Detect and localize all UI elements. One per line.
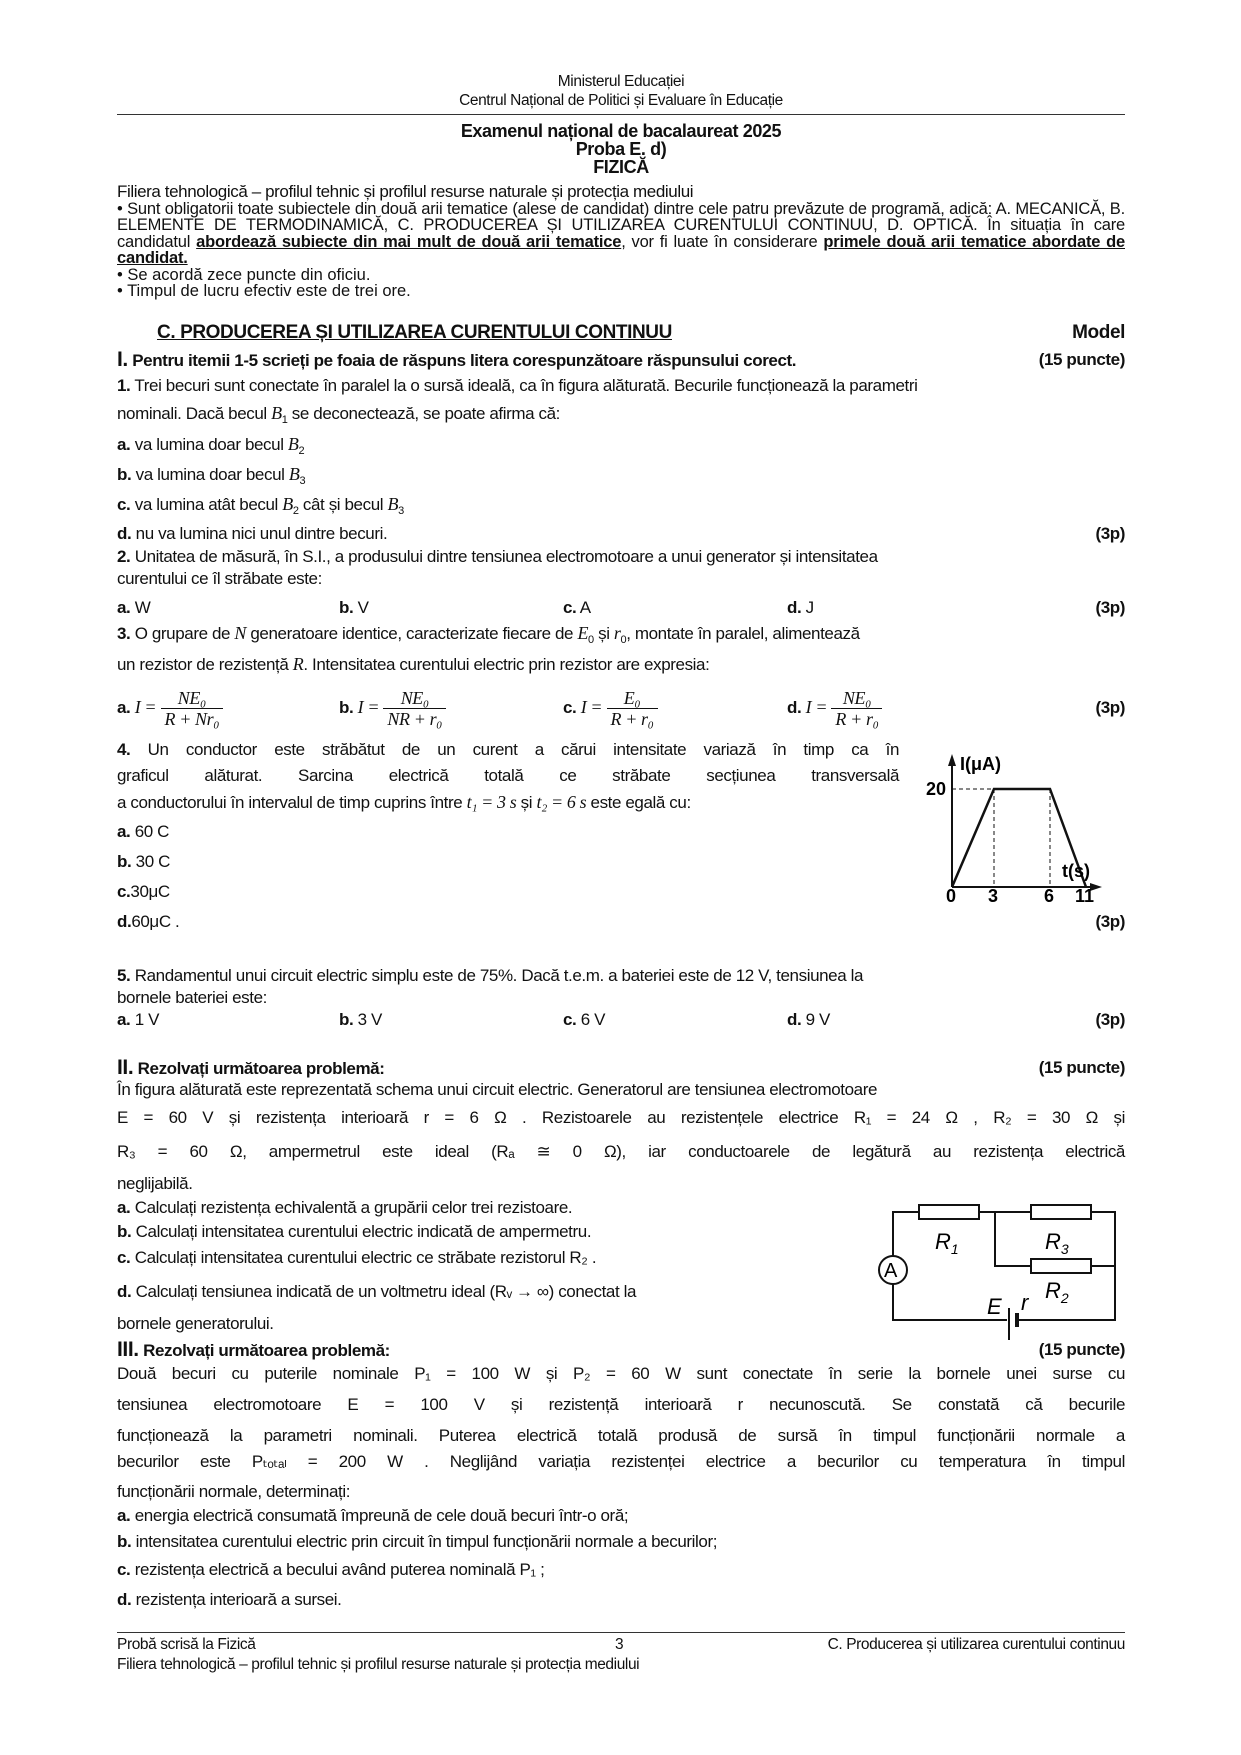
instruction-points: • Se acordă zece puncte din oficiu. [117,265,371,284]
part3-text-4: becurilor este Pₜₒₜₐₗ = 200 W . Neglijând variația rezistenței electrice a becurilor cu temperatura în timpul [117,1452,1125,1471]
circuit-diagram [857,1194,1137,1344]
track-line: Filiera tehnologică – profilul tehnic și profilul resurse naturale și protecția mediului [117,182,694,201]
instruction-time: • Timpul de lucru efectiv este de trei ore. [117,282,411,300]
r2-label: $R_2$ [1045,1278,1069,1306]
q4-line1: 4. Un conductor este străbătut de un curent a cărui intensitate variază în timp ca în [117,740,899,759]
exam-title: Examenul național de bacalaureat 2025 [460,121,782,141]
part1-points: (15 puncte) [1038,350,1125,369]
footer-divider [117,1632,1125,1633]
part2-item-a: a. Calculați rezistența echivalentă a grupării celor trei rezistoare. [117,1198,573,1217]
fraction: $\frac{\text{NE₀}}{\text{R + r₀}}$ [831,688,882,729]
part3-text-1: Două becuri cu puterile nominale P₁ = 100 W și P₂ = 60 W sunt conectate în serie la bornele unei surse cu [117,1364,1125,1383]
q2-points: (3p) [1095,598,1125,617]
current-time-graph [912,752,1102,902]
part2-heading: II. Rezolvați următoarea problemă: (15 puncte) [117,1056,1125,1079]
fraction: $\frac{\text{NE₀}}{\text{NR + r₀}}$ [383,688,446,729]
part3-points: (15 puncte) [1038,1340,1125,1359]
q3-points: (3p) [1095,698,1125,717]
part2-item-d-cont: bornele generatorului. [117,1314,274,1333]
q4-line2: graficul alăturat. Sarcina electrică totală ce străbate secțiunea transversală [117,766,899,785]
q5-line2: bornele bateriei este: [117,988,267,1007]
part1-heading: I. Pentru itemii 1-5 scrieți pe foaia de răspuns litera corespunzătoare răspunsului corect. (15 puncte) [117,348,1125,371]
part2-points: (15 puncte) [1038,1058,1125,1077]
q5-points: (3p) [1095,1010,1125,1029]
q1-option-b: b. va lumina doar becul $B_3$ [117,464,306,487]
section-title: C. PRODUCEREA ȘI UTILIZAREA CURENTULUI CONTINUU [157,322,672,343]
r1-label: $R_1$ [935,1229,959,1257]
part2-intro-2: E = 60 V și rezistența interioară r = 6 Ω . Rezistoarele au rezistențele electrice R₁ = 24 Ω , R₂ = 30 Ω și [117,1108,1125,1127]
q4-line3: a conductorului în intervalul de timp cuprins între t₁ = 3 s și t₂ = 6 s este egală cu: [117,792,691,812]
q2-line1: 2. Unitatea de măsură, în S.I., a produsului dintre tensiunea electromotoare a unui generator și intensitatea [117,547,878,566]
part2-item-d: d. Calculați tensiunea indicată de un voltmetru ideal (Rᵥ → ∞) conectat la [117,1282,637,1301]
part3-item-a: a. energia electrică consumată împreună de cele două becuri într-o oră; [117,1506,629,1525]
part2-intro-3: R₃ = 60 Ω, ampermetrul este ideal (Rₐ ≅ 0 Ω), iar conductoarele de legătură au rezistența electrică [117,1142,1125,1161]
page-number: 3 [615,1636,624,1653]
part2-intro-4: neglijabilă. [117,1174,193,1193]
x-tick: 0 [946,886,957,902]
fraction: $\frac{\text{E₀}}{\text{R + r₀}}$ [607,688,658,729]
q5-line1: 5. Randamentul unui circuit electric simplu este de 75%. Dacă t.e.m. a bateriei este de 12 V, tensiunea la [117,966,864,985]
y-tick: 20 [926,779,947,799]
q4-option-d: d.60μC . (3p) [117,912,1125,931]
q1-line1: 1. Trei becuri sunt conectate în paralel la o sursă ideală, ca în figura alăturată. Becurile funcționează la parametri [117,376,918,395]
emf-label: E [987,1294,1002,1319]
q1-points: (3p) [1095,524,1125,543]
q3-options: a. I = $\frac{\text{NE₀}}{\text{R + Nr₀}}$ b. I = $\frac{\text{NE₀}}{\text{NR + r₀}}$ c. I = $\frac{\text{E₀}}{\text{R + r₀}}$ d. I = $\frac{\text{NE₀}}{\text{R + r₀}}$ (3p) [117,688,1125,729]
ammeter-label: A [884,1260,898,1282]
part2-intro-1: În figura alăturată este reprezentată schema unui circuit electric. Generatorul are tensiunea electromotoare [117,1080,878,1099]
emphasis-first-two: primele două arii tematice abordate de candidat. [117,232,1125,267]
header-divider [117,114,1125,115]
q1-option-d: d. nu va lumina nici unul dintre becuri. (3p) [117,524,1125,543]
footer-line2: Filiera tehnologică – profilul tehnic și profilul resurse naturale și protecția mediului [117,1656,640,1673]
part3-item-d: d. rezistența interioară a sursei. [117,1590,342,1609]
q3-line2: un rezistor de rezistență R. Intensitatea curentului electric prin rezistor are expresia: [117,654,710,674]
q1-option-a: a. va lumina doar becul $B_2$ [117,434,305,457]
part3-item-c: c. rezistența electrică a becului având puterea nominală P₁ ; [117,1560,545,1579]
q4-option-c: c.30μC [117,882,170,901]
footer-right: C. Producerea și utilizarea curentului continuu [827,1636,1125,1653]
fraction: $\frac{\text{NE₀}}{\text{R + Nr₀}}$ [161,688,224,729]
x-tick: 6 [1044,886,1055,902]
x-axis-label: t(s) [1062,861,1090,881]
part3-text-5: funcționării normale, determinați: [117,1482,351,1501]
r3-label: $R_3$ [1045,1229,1069,1257]
q4-option-a: a. 60 C [117,822,170,841]
exam-proba: Proba E. d) [575,139,667,159]
y-axis-label: I(μA) [960,754,1002,774]
x-tick: 11 [1075,886,1095,902]
x-tick: 3 [988,886,999,902]
part3-text-2: tensiunea electromotoare E = 100 V și rezistență interioară r necunoscută. Se constată că becurile [117,1395,1125,1414]
q2-line2: curentului ce îl străbate este: [117,569,322,588]
exam-title-block [117,122,1125,176]
q1-option-c: c. va lumina atât becul $B_2$ cât și becul $B_3$ [117,494,404,517]
model-label: Model [1072,322,1125,343]
exam-subject: FIZICĂ [593,157,649,177]
footer-left: Probă scrisă la Fizică [117,1636,256,1653]
center-name: Centrul Național de Politici și Evaluare în Educație [459,92,783,109]
q4-points: (3p) [1095,912,1125,931]
q1-line2: nominali. Dacă becul $B_1$ se deconectează, se poate afirma că: [117,403,560,426]
part3-text-3: funcționează la parametri nominali. Puterea electrică totală produsă de sursă în timpul funcționării normale a [117,1426,1125,1445]
part2-item-c: c. Calculați intensitatea curentului electric ce străbate rezistorul R₂ . [117,1248,597,1267]
part3-item-b: b. intensitatea curentului electric prin circuit în timpul funcționării normale a becurilor; [117,1532,718,1551]
part2-item-b: b. Calculați intensitatea curentului electric indicată de ampermetru. [117,1222,592,1241]
institution-header [117,72,1125,110]
ministry-name: Ministerul Educației [557,73,685,90]
q3-line1: 3. O grupare de N generatoare identice, caracterizate fiecare de $E_0$ și $r_0$, montate în paralel, alimentează [117,623,860,646]
exam-instructions [117,184,1125,300]
emphasis-more-areas: abordează subiecte din mai mult de două arii tematice [196,232,622,251]
q4-option-b: b. 30 C [117,852,170,871]
instruction-areas: • Sunt obligatorii toate subiectele din două arii tematice (alese de candidat) dintre cele patru prevăzute de programă, adică: A. MECANICĂ, B. ELEMENTE DE TERMODINAMICĂ, C. PRODUCEREA ȘI UTILIZAREA CURENTULUI CONTINUU, D. OPTICĂ. În situația în care candidatul abordează subiecte din mai mult de două arii tematice, vor fi luate în considerare primele două arii tematice abordate de candidat. [117,199,1125,267]
part3-heading: III. Rezolvați următoarea problemă: (15 puncte) [117,1338,1125,1361]
internal-resistance-label: r [1021,1290,1029,1315]
